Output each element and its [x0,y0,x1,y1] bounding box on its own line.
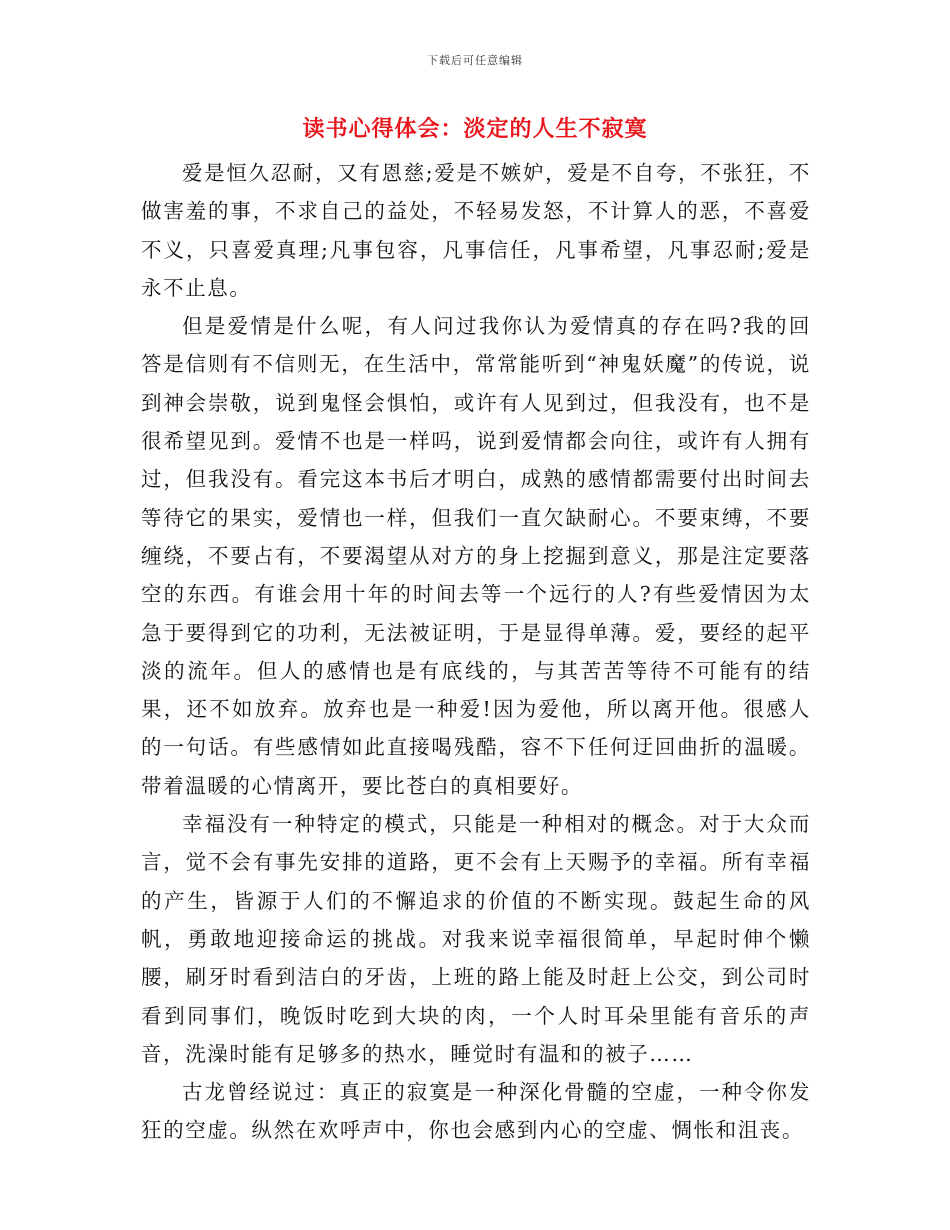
header-note: 下载后可任意编辑 [427,54,523,67]
paragraph: 古龙曾经说过：真正的寂寞是一种深化骨髓的空虚，一种令你发狂的空虚。纵然在欢呼声中，你也会感到内心的空虚、惆怅和沮丧。 [141,1080,811,1143]
paragraph: 但是爱情是什么呢，有人问过我你认为爱情真的存在吗?我的回答是信则有不信则无，在生活中，常常能听到“神鬼妖魔”的传说，说到神会崇敬，说到鬼怪会惧怕，或许有人见到过，但我没有，也不是很希望见到。爱情不也是一样吗，说到爱情都会向往，或许有人拥有过，但我没有。看完这本书后才明白，成熟的感情都需要付出时间去等待它的果实，爱情也一样，但我们一直欠缺耐心。不要束缚，不要缠绕，不要占有，不要渴望从对方的身上挖掘到意义，那是注定要落空的东西。有谁会用十年的时间去等一个远行的人?有些爱情因为太急于要得到它的功利，无法被证明，于是显得单薄。爱，要经的起平淡的流年。但人的感情也是有底线的，与其苦苦等待不可能有的结果，还不如放弃。放弃也是一种爱!因为爱他，所以离开他。很感人的一句话。有些感情如此直接喝残酷，容不下任何迂回曲折的温暖。带着温暖的心情离开，要比苍白的真相要好。 [141,314,811,798]
paragraph: 幸福没有一种特定的模式，只能是一种相对的概念。对于大众而言，觉不会有事先安排的道路，更不会有上天赐予的幸福。所有幸福的产生，皆源于人们的不懈追求的价值的不断实现。鼓起生命的风帆，勇敢地迎接命运的挑战。对我来说幸福很简单，早起时伸个懒腰，刷牙时看到洁白的牙齿，上班的路上能及时赶上公交，到公司时看到同事们，晚饭时吃到大块的肉，一个人时耳朵里能有音乐的声音，洗澡时能有足够多的热水，睡觉时有温和的被子…… [141,812,811,1066]
paragraph: 爱是恒久忍耐，又有恩慈;爱是不嫉妒，爱是不自夸，不张狂，不做害羞的事，不求自己的益处，不轻易发怒，不计算人的恶，不喜爱不义，只喜爱真理;凡事包容，凡事信任，凡事希望，凡事忍耐;爱是永不止息。 [141,161,811,300]
document-body [141,154,811,1150]
document-title: 读书心得体会：淡定的人生不寂寞 [302,117,648,142]
